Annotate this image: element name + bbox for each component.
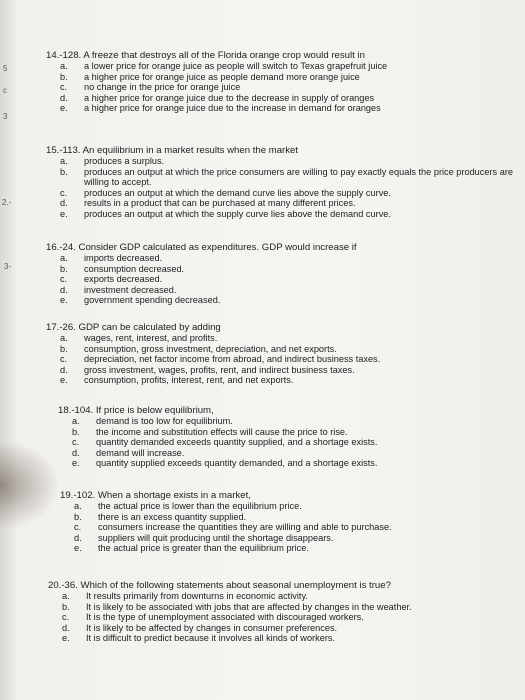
option-text: It is difficult to predict because it involves all kinds of workers. xyxy=(86,633,336,644)
option-letter: b. xyxy=(74,511,82,522)
option-c xyxy=(58,437,525,448)
option-letter: e. xyxy=(74,543,82,554)
option-text: It is the type of unemployment associated with discouraged workers. xyxy=(86,612,364,623)
option-d xyxy=(46,285,516,296)
question-text: 19.-102. When a shortage exists in a market, xyxy=(60,490,251,501)
option-letter: e. xyxy=(60,103,68,114)
option-letter: d. xyxy=(60,198,68,209)
option-text: wages, rent, interest, and profits. xyxy=(84,333,218,343)
option-text: suppliers will quit producing until the shortage disappears. xyxy=(98,532,334,543)
option-text: a higher price for orange juice as people demand more orange juice xyxy=(84,71,360,82)
option-letter: a. xyxy=(72,416,80,426)
margin-mark: 3- xyxy=(4,262,12,271)
option-text: consumers increase the quantities they are willing and able to purchase. xyxy=(98,522,392,533)
margin-mark: c xyxy=(3,86,7,95)
option-text: produces a surplus. xyxy=(84,156,165,166)
option-letter: c. xyxy=(60,187,68,198)
option-letter: b. xyxy=(60,343,68,354)
option-e xyxy=(60,543,525,554)
option-text: consumption, profits, interest, rent, and net exports. xyxy=(84,375,294,386)
option-letter: d. xyxy=(62,622,70,633)
option-text: a lower price for orange juice as people will switch to Texas grapefruit juice xyxy=(84,61,388,71)
option-letter: d. xyxy=(60,284,68,295)
option-d xyxy=(46,365,516,376)
option-text: a higher price for orange juice due to the increase in demand for oranges xyxy=(84,103,381,114)
option-text: the actual price is greater than the equilibrium price. xyxy=(98,543,309,554)
option-letter: c. xyxy=(62,612,70,623)
option-letter: a. xyxy=(62,591,70,601)
question-text: 17.-26. GDP can be calculated by adding xyxy=(46,322,221,333)
option-letter: c. xyxy=(60,354,68,365)
option-text: demand is too low for equilibrium. xyxy=(96,416,233,426)
option-letter: d. xyxy=(72,447,80,458)
option-letter: a. xyxy=(74,501,82,511)
margin-mark: 2.- xyxy=(2,198,12,207)
option-text: a higher price for orange juice due to the decrease in supply of oranges xyxy=(84,92,375,103)
question-text: 20.-36. Which of the following statements about seasonal unemployment is true? xyxy=(48,580,391,591)
option-letter: a. xyxy=(60,156,68,166)
option-d xyxy=(60,533,525,544)
option-text: the actual price is lower than the equilibrium price. xyxy=(98,501,302,511)
option-e xyxy=(48,633,518,644)
option-text: produces an output at which the price consumers are willing to pay exactly equals the price producers are willing to accept. xyxy=(84,166,513,188)
option-letter: e. xyxy=(62,633,70,644)
option-b xyxy=(46,344,516,355)
option-c xyxy=(48,612,518,623)
option-letter: a. xyxy=(60,253,68,263)
option-letter: c. xyxy=(72,437,80,448)
option-a xyxy=(46,333,516,344)
finger-shadow xyxy=(0,440,60,530)
option-text: investment decreased. xyxy=(84,284,177,295)
option-a xyxy=(60,501,525,512)
option-text: demand will increase. xyxy=(96,447,185,458)
option-text: It results primarily from downturns in economic activity. xyxy=(86,591,308,601)
option-text: consumption decreased. xyxy=(84,263,185,274)
option-e xyxy=(46,375,516,386)
option-text: results in a product that can be purchased at many different prices. xyxy=(84,198,356,209)
option-text: quantity supplied exceeds quantity demanded, and a shortage exists. xyxy=(96,458,378,469)
question-text: 16.-24. Consider GDP calculated as expenditures. GDP would increase if xyxy=(46,242,357,253)
option-d xyxy=(48,623,518,634)
option-letter: e. xyxy=(60,375,68,386)
option-d xyxy=(58,448,525,459)
option-text: It is likely to be affected by changes in consumer preferences. xyxy=(86,622,338,633)
question-18 xyxy=(58,405,525,469)
question-19 xyxy=(60,490,525,554)
option-letter: a. xyxy=(60,333,68,343)
option-text: depreciation, net factor income from abroad, and indirect business taxes. xyxy=(84,354,381,365)
question-17 xyxy=(46,322,516,386)
option-text: consumption, gross investment, depreciation, and net exports. xyxy=(84,343,337,354)
option-letter: b. xyxy=(60,166,68,177)
option-text: produces an output at which the demand curve lies above the supply curve. xyxy=(84,187,391,198)
option-b xyxy=(60,512,525,523)
option-e xyxy=(46,209,516,220)
option-letter: d. xyxy=(60,364,68,375)
option-a xyxy=(46,156,516,167)
option-letter: d. xyxy=(74,532,82,543)
option-letter: b. xyxy=(72,426,80,437)
option-letter: b. xyxy=(60,71,68,82)
margin-mark: 3 xyxy=(3,112,8,121)
option-c xyxy=(60,522,525,533)
option-a xyxy=(46,253,516,264)
option-d xyxy=(46,198,516,209)
option-letter: c. xyxy=(74,522,82,533)
option-e xyxy=(58,458,525,469)
option-letter: e. xyxy=(60,295,68,306)
question-20 xyxy=(48,580,518,644)
option-a xyxy=(58,416,525,427)
option-text: quantity demanded exceeds quantity supplied, and a shortage exists. xyxy=(96,437,378,448)
option-letter: c. xyxy=(60,274,68,285)
option-d xyxy=(46,93,516,104)
option-c xyxy=(46,354,516,365)
option-text: gross investment, wages, profits, rent, and indirect business taxes. xyxy=(84,364,355,375)
option-e xyxy=(46,103,516,114)
option-letter: d. xyxy=(60,92,68,103)
option-a xyxy=(46,61,516,72)
option-c xyxy=(46,274,516,285)
option-text: imports decreased. xyxy=(84,253,163,263)
option-b xyxy=(46,264,516,275)
option-letter: b. xyxy=(62,601,70,612)
question-text: 15.-113. An equilibrium in a market results when the market xyxy=(46,145,299,156)
option-text: produces an output at which the supply curve lies above the demand curve. xyxy=(84,208,391,219)
option-text: exports decreased. xyxy=(84,274,163,285)
option-text: no change in the price for orange juice xyxy=(84,82,241,93)
question-16 xyxy=(46,242,516,306)
option-letter: e. xyxy=(60,208,68,219)
option-b xyxy=(46,167,516,188)
option-letter: e. xyxy=(72,458,80,469)
margin-mark: 5 xyxy=(3,64,8,73)
option-a xyxy=(48,591,518,602)
option-text: government spending decreased. xyxy=(84,295,221,306)
option-c xyxy=(46,188,516,199)
question-15 xyxy=(46,145,516,220)
option-text: there is an excess quantity supplied. xyxy=(98,511,247,522)
option-letter: a. xyxy=(60,61,68,71)
option-c xyxy=(46,82,516,93)
question-text: 14.-128. A freeze that destroys all of the Florida orange crop would result in xyxy=(46,50,365,61)
option-b xyxy=(46,72,516,83)
question-14 xyxy=(46,50,516,114)
option-e xyxy=(46,295,516,306)
option-letter: c. xyxy=(60,82,68,93)
option-b xyxy=(48,602,518,613)
option-text: It is likely to be associated with jobs that are affected by changes in the weather. xyxy=(86,601,412,612)
option-letter: b. xyxy=(60,263,68,274)
question-text: 18.-104. If price is below equilibrium, xyxy=(58,405,214,416)
option-text: the income and substitution effects will cause the price to rise. xyxy=(96,426,348,437)
option-b xyxy=(58,427,525,438)
